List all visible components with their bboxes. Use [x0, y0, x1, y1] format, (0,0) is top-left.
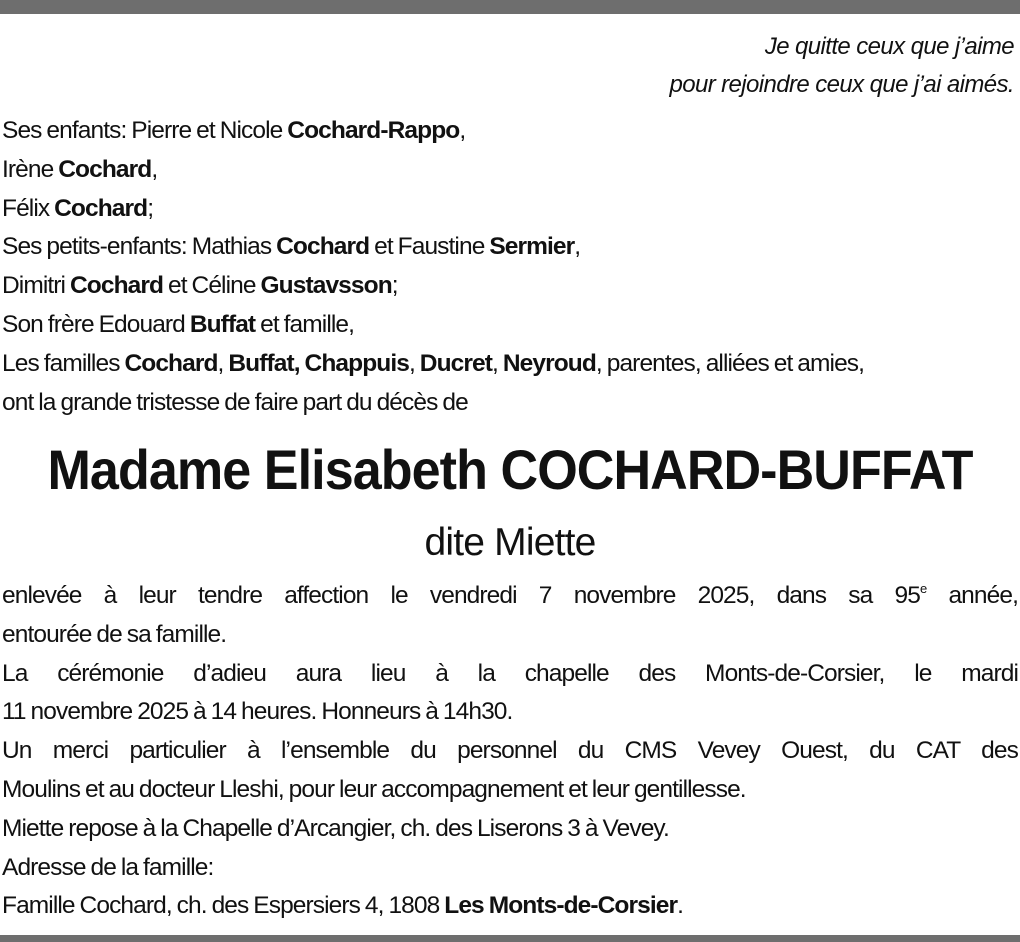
text: Irène	[2, 155, 59, 183]
family-line-families	[2, 345, 1018, 384]
family-line-grandchildren	[2, 228, 1018, 267]
family-line-children	[2, 112, 1018, 151]
ordinal-suffix: e	[919, 581, 927, 596]
surname: Buffat	[189, 310, 256, 338]
detail-line-address-label: Adresse de la famille:	[2, 853, 214, 881]
text: ;	[147, 194, 154, 222]
text: année,	[926, 582, 1018, 609]
surname: Ducret	[419, 349, 493, 377]
bottom-rule	[0, 935, 1020, 942]
quote-line: pour rejoindre ceux que j’ai aimés.	[669, 71, 1014, 98]
text: ,	[492, 349, 503, 377]
text: Famille Cochard, ch. des Espersiers 4, 1808	[2, 892, 445, 920]
surname: Neyroud	[502, 349, 596, 377]
surname: Cochard-Rappo	[287, 117, 460, 144]
top-rule	[0, 0, 1020, 14]
detail-line-death	[2, 577, 1018, 616]
text: Ses enfants: Pierre et Nicole	[2, 117, 288, 144]
surname: Gustavsson	[260, 272, 392, 300]
epigraph-quote	[669, 28, 1014, 104]
family-line-brother	[2, 306, 1018, 345]
detail-line-thanks: Un merci particulier à l’ensemble du personnel du CMS Vevey Ouest, du CAT des	[2, 737, 1018, 765]
surname: Sermier	[489, 233, 575, 261]
detail-line-resting-place: Miette repose à la Chapelle d’Arcangier, ch. des Liserons 3 à Vevey.	[2, 814, 669, 842]
text: enlevée à leur tendre affection le vendredi 7 novembre 2025, dans sa 95	[2, 582, 920, 609]
notice-details	[2, 577, 1018, 926]
text: ,	[459, 117, 466, 144]
text: ;	[391, 272, 398, 300]
text: Dimitri	[2, 272, 71, 300]
text: ,	[151, 155, 158, 183]
place-name: Les Monts-de-Corsier	[444, 892, 678, 920]
surname: Cochard	[54, 194, 148, 222]
detail-line-ceremony: La cérémonie d’adieu aura lieu à la chapelle des Monts-de-Corsier, le mardi	[2, 659, 1018, 687]
text: , parentes, alliées et amies,	[595, 349, 865, 377]
quote-line: Je quitte ceux que j’aime	[764, 33, 1014, 60]
text: ,	[217, 349, 229, 377]
announcement-line: ont la grande tristesse de faire part du décès de	[2, 388, 468, 416]
family-line	[2, 267, 1018, 306]
text: Ses petits-enfants: Mathias	[2, 233, 277, 261]
detail-line-address	[2, 887, 1018, 926]
deceased-name: Madame Elisabeth COCHARD-BUFFAT	[47, 438, 973, 501]
detail-line: Moulins et au docteur Lleshi, pour leur accompagnement et leur gentillesse.	[2, 775, 746, 803]
text: et famille,	[255, 310, 355, 338]
text: ,	[408, 349, 420, 377]
text: et Céline	[163, 272, 261, 300]
detail-line: 11 novembre 2025 à 14 heures. Honneurs à 14h30.	[2, 698, 513, 726]
text: Les familles	[2, 349, 125, 377]
text: Son frère Edouard	[2, 310, 190, 338]
surname: Cochard	[70, 272, 164, 300]
text: Félix	[2, 194, 55, 222]
surname: Cochard	[58, 155, 152, 183]
family-announcement	[2, 112, 1018, 422]
family-line	[2, 151, 1018, 190]
detail-line: entourée de sa famille.	[2, 620, 227, 648]
surname: Buffat, Chappuis	[228, 349, 409, 377]
text: ,	[574, 233, 581, 261]
surname: Cochard	[124, 349, 218, 377]
text: .	[677, 892, 684, 920]
surname: Cochard	[276, 233, 370, 261]
family-line	[2, 190, 1018, 229]
deceased-nickname: dite Miette	[424, 521, 596, 564]
text: et Faustine	[369, 233, 490, 261]
